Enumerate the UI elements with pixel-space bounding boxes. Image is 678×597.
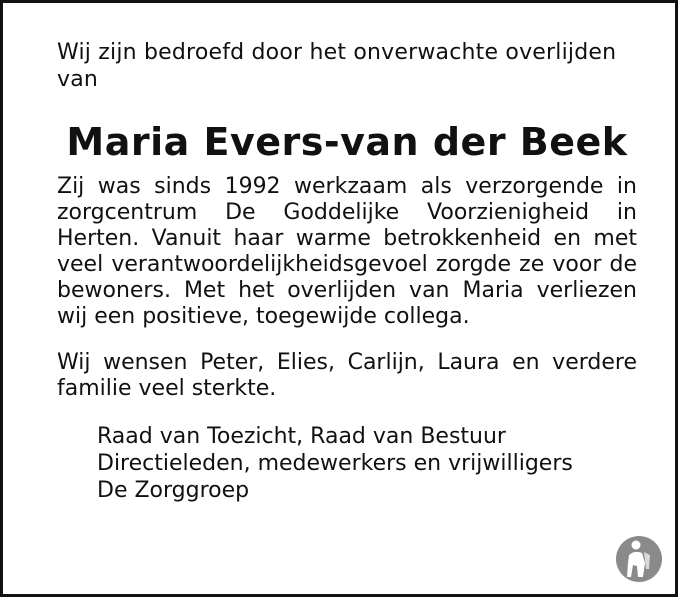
intro-text: Wij zijn bedroefd door het onverwachte overlijden van	[57, 40, 617, 92]
obituary-content	[57, 39, 637, 504]
career-paragraph: Zij was sinds 1992 werkzaam als verzorgende in zorgcentrum De Goddelijke Voorzienigheid in Herten. Vanuit haar warme betrokkenheid en met veel verantwoordelijkheidsgevoel zorgde ze voor de bewoners. Met het overlijden van Maria verliezen wij een positieve, toegewijde collega.	[57, 174, 637, 329]
signatory-line: Directieleden, medewerkers en vrijwilligers	[97, 451, 573, 476]
signatory-line: Raad van Toezicht, Raad van Bestuur	[97, 424, 506, 449]
deceased-name: Maria Evers-van der Beek	[66, 120, 628, 164]
memorial-figure-icon	[615, 535, 663, 583]
signatories	[97, 423, 637, 504]
condolence-paragraph: Wij wensen Peter, Elies, Carlijn, Laura en verdere familie veel sterkte.	[57, 350, 637, 401]
signatory-line: De Zorggroep	[97, 478, 250, 503]
